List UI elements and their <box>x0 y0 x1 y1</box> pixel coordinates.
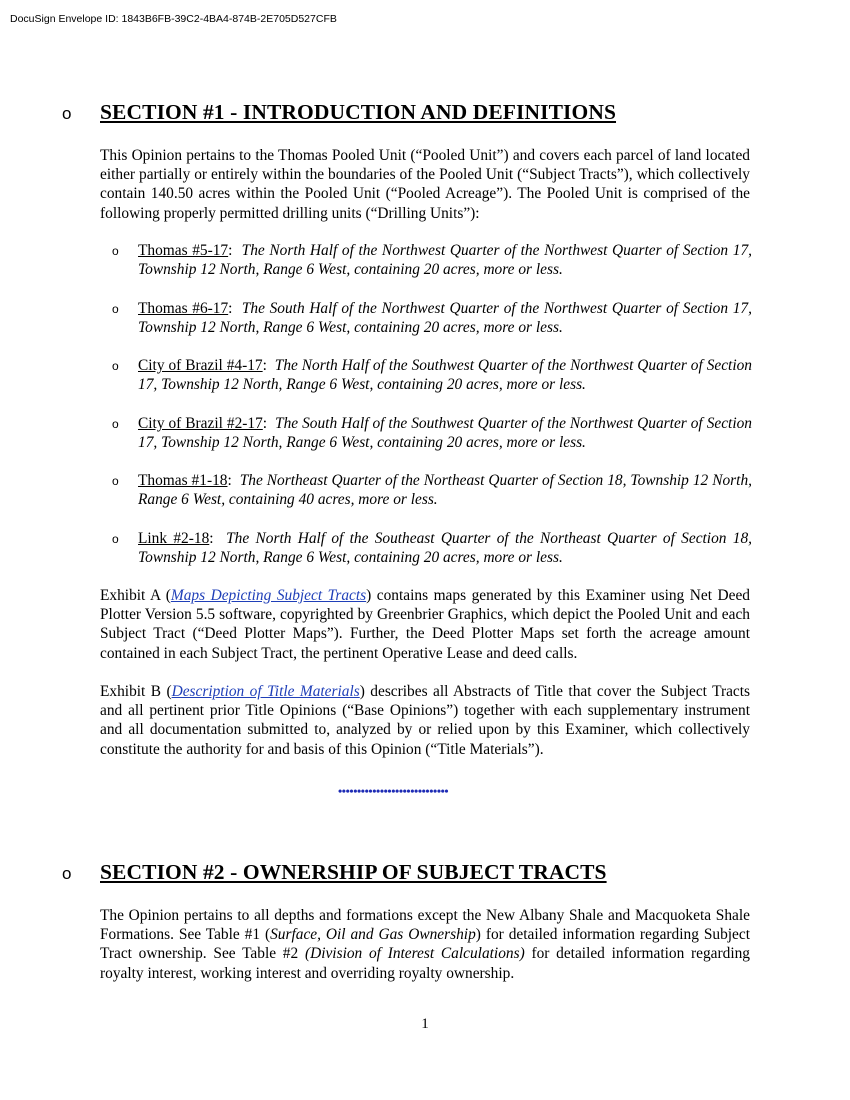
bullet-icon: o <box>112 532 119 546</box>
section-2-title: SECTION #2 - OWNERSHIP OF SUBJECT TRACTS <box>100 860 607 884</box>
table-2-ref: (Division of Interest Calculations) <box>304 945 525 963</box>
drilling-unit-item: o City of Brazil #4-17: The North Half of the Southwest Quarter of the Northwest Quarter of Section 17, Township 12 North, Range 6 West, containing 20 acres, more or less. <box>112 357 752 394</box>
section-2-text: for detailed information regarding royalty interest, working interest and overriding royalty ownership. <box>100 945 751 982</box>
exhibit-a-post: ) contains maps generated by this Examiner using Net Deed Plotter Version 5.5 software, copyrighted by Greenbrier Graphics, which depict the Pooled Unit and each Subject Tract (“Deed Plotter Maps”). Further, the Deed Plotter Maps set forth the acreage amount contained in each Subject Tract, the pertinent Operative Lease and deed calls. <box>100 587 750 662</box>
drilling-unit-name: Thomas #6-17 <box>138 300 229 317</box>
bullet-icon: o <box>62 104 72 123</box>
exhibit-a-paragraph <box>100 586 750 663</box>
bullet-icon: o <box>112 359 119 373</box>
drilling-unit-name: Link #2-18 <box>138 530 210 547</box>
bullet-icon: o <box>112 302 119 316</box>
drilling-unit-name: Thomas #1-18 <box>138 472 228 489</box>
exhibit-b-pre: Exhibit B ( <box>100 683 172 700</box>
drilling-unit-item: o Link #2-18: The North Half of the Southeast Quarter of the Northeast Quarter of Section 18, Township 12 North, Range 6 West, containing 20 acres, more or less. <box>112 530 752 567</box>
bullet-icon: o <box>112 474 119 488</box>
drilling-unit-desc: The North Half of the Northwest Quarter of the Northwest Quarter of Section 17, Township 12 North, Range 6 West, containing 20 acres, more or less. <box>138 242 752 279</box>
drilling-unit-name: City of Brazil #2-17 <box>138 415 263 432</box>
exhibit-b-post: ) describes all Abstracts of Title that cover the Subject Tracts and all pertinent prior Title Opinions (“Base Opinions”) together with each supplementary instrument and all documentation submitted to, analyzed by or relied upon by this Examiner, which collectively constitute the authority for and basis of this Opinion (“Title Materials”). <box>100 683 751 758</box>
drilling-unit-desc: The South Half of the Northwest Quarter of the Northwest Quarter of Section 17, Township 12 North, Range 6 West, containing 20 acres, more or less. <box>138 300 752 337</box>
exhibit-b-link[interactable]: Description of Title Materials <box>171 683 360 700</box>
drilling-unit-name: Thomas #5-17 <box>138 242 229 259</box>
section-1-title: SECTION #1 - INTRODUCTION AND DEFINITIONS <box>100 100 617 124</box>
drilling-unit-desc: The Northeast Quarter of the Northeast Quarter of Section 18, Township 12 North, Range 6 West, containing 40 acres, more or less. <box>138 472 752 509</box>
drilling-unit-item: o Thomas #5-17: The North Half of the Northwest Quarter of the Northwest Quarter of Section 17, Township 12 North, Range 6 West, containing 20 acres, more or less. <box>112 242 752 279</box>
bullet-icon: o <box>112 417 119 431</box>
section-separator: ••••••••••••••••••••••••••••• <box>338 784 449 798</box>
exhibit-a-pre: Exhibit A ( <box>100 587 171 604</box>
exhibit-b-paragraph <box>100 682 750 759</box>
drilling-unit-item: o City of Brazil #2-17: The South Half of the Southwest Quarter of the Northwest Quarter of Section 17, Township 12 North, Range 6 West, containing 20 acres, more or less. <box>112 415 752 452</box>
drilling-unit-desc: The North Half of the Southwest Quarter of the Northwest Quarter of Section 17, Township 12 North, Range 6 West, containing 20 acres, more or less. <box>138 357 752 394</box>
section-2-text: The Opinion pertains to all depths and formations except the New Albany Shale and Macquoketa Shale Formations. See Table #1 ( <box>100 907 750 944</box>
section-2-paragraph <box>100 906 750 983</box>
drilling-unit-name: City of Brazil #4-17 <box>138 357 263 374</box>
drilling-unit-item: o Thomas #1-18: The Northeast Quarter of the Northeast Quarter of Section 18, Township 12 North, Range 6 West, containing 40 acres, more or less. <box>112 472 752 509</box>
docusign-envelope-id: DocuSign Envelope ID: 1843B6FB-39C2-4BA4-874B-2E705D527CFB <box>10 13 337 25</box>
section-2-text: ) for detailed information regarding Subject Tract ownership. See Table #2 <box>100 926 750 963</box>
drilling-unit-desc: The North Half of the Southeast Quarter of the Northeast Quarter of Section 18, Township 12 North, Range 6 West, containing 20 acres, more or less. <box>138 530 752 567</box>
table-1-ref: Surface, Oil and Gas Ownership <box>270 926 476 944</box>
page-number: 1 <box>421 1016 429 1032</box>
bullet-icon: o <box>62 864 72 883</box>
drilling-unit-desc: The South Half of the Southwest Quarter of the Northwest Quarter of Section 17, Township 12 North, Range 6 West, containing 20 acres, more or less. <box>138 415 752 452</box>
section-1-intro: This Opinion pertains to the Thomas Pooled Unit (“Pooled Unit”) and covers each parcel of land located either partially or entirely within the boundaries of the Pooled Unit (“Subject Tracts”), which collectively contain 140.50 acres within the Pooled Unit (“Pooled Acreage”). The Pooled Unit is comprised of the following properly permitted drilling units (“Drilling Units”): <box>100 147 750 222</box>
exhibit-a-link[interactable]: Maps Depicting Subject Tracts <box>170 587 367 604</box>
bullet-icon: o <box>112 244 119 258</box>
drilling-unit-item: o Thomas #6-17: The South Half of the Northwest Quarter of the Northwest Quarter of Section 17, Township 12 North, Range 6 West, containing 20 acres, more or less. <box>112 300 752 337</box>
section-1-heading <box>62 100 616 125</box>
section-2-heading <box>62 860 607 885</box>
